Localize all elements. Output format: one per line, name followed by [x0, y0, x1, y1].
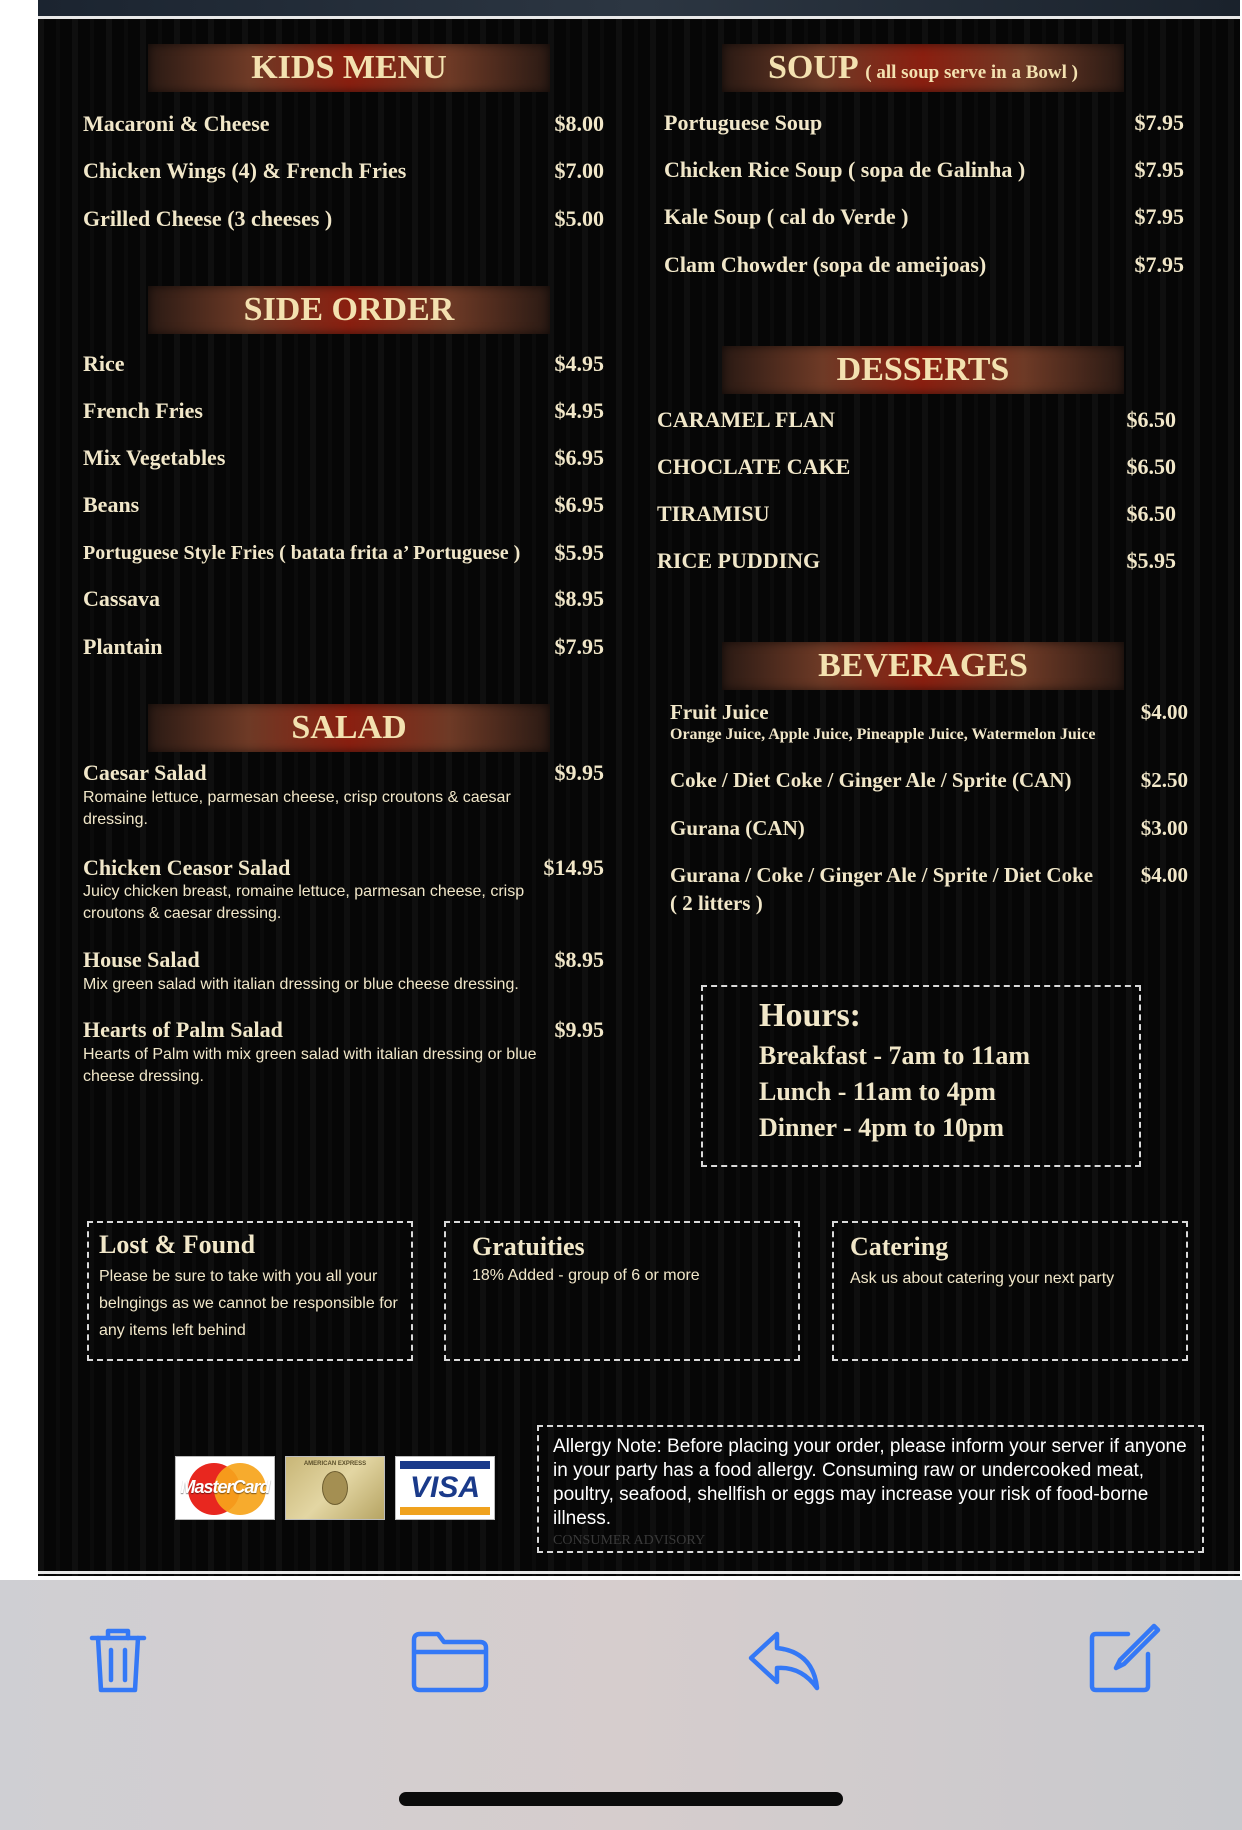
menu-price: $7.95: [1134, 157, 1184, 182]
menu-price: $6.50: [1126, 454, 1176, 479]
reply-icon[interactable]: [745, 1622, 825, 1702]
menu-item: CHOCLATE CAKE: [657, 454, 851, 479]
top-photo-strip: [38, 0, 1240, 16]
allergy-note: Allergy Note: Before placing your order, please inform your server if anyone in your party has a food allergy. Consuming raw or undercooked meat, poultry, seafood, shellfish or eggs may increase your risk of food-borne illness.: [553, 1436, 1187, 1529]
menu-price: $2.50: [1140, 768, 1188, 792]
menu-item-description: Juicy chicken breast, romaine lettuce, parmesan cheese, crisp croutons & caesar dressing.: [83, 883, 525, 922]
soup-banner: [722, 44, 1124, 92]
top-divider: [38, 16, 1240, 19]
mastercard-logo: [175, 1456, 275, 1520]
menu-price: $5.00: [554, 206, 604, 231]
menu-item: RICE PUDDING: [657, 548, 821, 573]
hours-title: Hours:: [759, 997, 861, 1034]
menu-item: Portuguese Soup: [664, 110, 823, 135]
side-order-banner: [148, 286, 550, 334]
menu-item-description: Romaine lettuce, parmesan cheese, crisp croutons & caesar dressing.: [83, 789, 511, 828]
desserts-title: DESSERTS: [836, 351, 1010, 388]
lost-found-text: Please be sure to take with you all your belngings as we cannot be responsible for any items left behind: [99, 1268, 398, 1339]
menu-price: $14.95: [543, 855, 604, 880]
menu-item: Caesar Salad: [83, 760, 207, 785]
menu-item: House Salad: [83, 947, 200, 972]
menu-item: Hearts of Palm Salad: [83, 1017, 283, 1042]
menu-item: TIRAMISU: [657, 501, 770, 526]
menu-price: $5.95: [1126, 548, 1176, 573]
menu-item-description: Mix green salad with italian dressing or blue cheese dressing.: [83, 976, 519, 993]
menu-item: Chicken Rice Soup ( sopa de Galinha ): [664, 157, 1026, 182]
hours-line: Dinner - 4pm to 10pm: [759, 1113, 1005, 1142]
menu-price: $8.95: [554, 947, 604, 972]
catering-text: Ask us about catering your next party: [850, 1270, 1115, 1287]
menu-item: Chicken Wings (4) & French Fries: [83, 158, 407, 183]
home-indicator[interactable]: [399, 1792, 843, 1806]
menu-item: CARAMEL FLAN: [657, 407, 835, 432]
soup-title: SOUP: [767, 49, 857, 86]
desserts-banner: [722, 346, 1124, 394]
menu-item: Coke / Diet Coke / Ginger Ale / Sprite (CAN): [670, 768, 1072, 792]
menu-price: $7.00: [554, 158, 604, 183]
kids-menu-title: KIDS MENU: [251, 49, 447, 86]
salad-title: SALAD: [291, 709, 407, 746]
gratuities-title: Gratuities: [472, 1232, 585, 1261]
amex-logo: [285, 1456, 385, 1520]
allergy-faded-text: CONSUMER ADVISORY: [553, 1533, 706, 1548]
hours-line: Lunch - 11am to 4pm: [759, 1077, 996, 1106]
soup-subtitle: ( all soup serve in a Bowl ): [865, 62, 1078, 83]
compose-icon[interactable]: [1084, 1620, 1164, 1700]
menu-item-description: Hearts of Palm with mix green salad with italian dressing or blue cheese dressing.: [83, 1046, 537, 1085]
menu-item: Portuguese Style Fries ( batata frita a’ Portuguese ): [83, 542, 521, 564]
side-order-title: SIDE ORDER: [243, 291, 455, 328]
menu-price: $4.00: [1140, 700, 1188, 724]
menu-price: $8.00: [554, 111, 604, 136]
hours-line: Breakfast - 7am to 11am: [759, 1041, 1031, 1070]
trash-icon[interactable]: [78, 1618, 158, 1698]
mastercard-label: MasterCard: [180, 1477, 270, 1497]
menu-price: $9.95: [554, 1017, 604, 1042]
menu-item-description: Orange Juice, Apple Juice, Pineapple Juice, Watermelon Juice: [670, 726, 1096, 743]
menu-item: Rice: [83, 351, 125, 376]
menu-price: $3.00: [1140, 816, 1188, 840]
menu-item: Fruit Juice: [670, 700, 769, 724]
menu-item: Clam Chowder (sopa de ameijoas): [664, 252, 987, 277]
menu-item: Plantain: [83, 634, 163, 659]
menu-image: [38, 0, 1240, 1576]
visa-logo: [395, 1456, 495, 1520]
amex-label: AMERICAN EXPRESS: [303, 1461, 367, 1467]
lost-found-title: Lost & Found: [99, 1230, 256, 1259]
bottom-divider: [38, 1571, 1240, 1574]
folder-icon[interactable]: [410, 1622, 490, 1702]
menu-price: $4.00: [1140, 863, 1188, 887]
menu-item: Chicken Ceasor Salad: [83, 855, 291, 880]
menu-price: $7.95: [1134, 204, 1184, 229]
menu-price: $9.95: [554, 760, 604, 785]
menu-item: Beans: [83, 492, 140, 517]
kids-menu-banner: [148, 44, 550, 92]
catering-title: Catering: [850, 1232, 949, 1261]
gratuities-text: 18% Added - group of 6 or more: [472, 1267, 700, 1284]
menu-price: $6.95: [554, 492, 604, 517]
salad-banner: [148, 704, 550, 752]
menu-price: $8.95: [554, 586, 604, 611]
beverages-title: BEVERAGES: [818, 647, 1028, 684]
menu-price: $7.95: [1134, 110, 1184, 135]
menu-price: $7.95: [1134, 252, 1184, 277]
menu-price: $5.95: [554, 540, 604, 565]
beverages-banner: [722, 642, 1124, 690]
menu-price: $4.95: [554, 351, 604, 376]
menu-item: Cassava: [83, 586, 161, 611]
menu-price: $6.50: [1126, 407, 1176, 432]
visa-label: VISA: [409, 1471, 481, 1504]
menu-price: $6.50: [1126, 501, 1176, 526]
menu-price: $6.95: [554, 445, 604, 470]
menu-item: French Fries: [83, 398, 203, 423]
menu-price: $7.95: [554, 634, 604, 659]
menu-price: $4.95: [554, 398, 604, 423]
menu-item: Gurana / Coke / Ginger Ale / Sprite / Diet Coke: [670, 863, 1094, 887]
menu-item: Mix Vegetables: [83, 445, 226, 470]
menu-item: Grilled Cheese (3 cheeses ): [83, 206, 333, 231]
menu-item-continuation: ( 2 litters ): [670, 891, 763, 915]
menu-item: Gurana (CAN): [670, 816, 805, 840]
menu-item: Macaroni & Cheese: [83, 111, 270, 136]
menu-item: Kale Soup ( cal do Verde ): [664, 204, 909, 229]
